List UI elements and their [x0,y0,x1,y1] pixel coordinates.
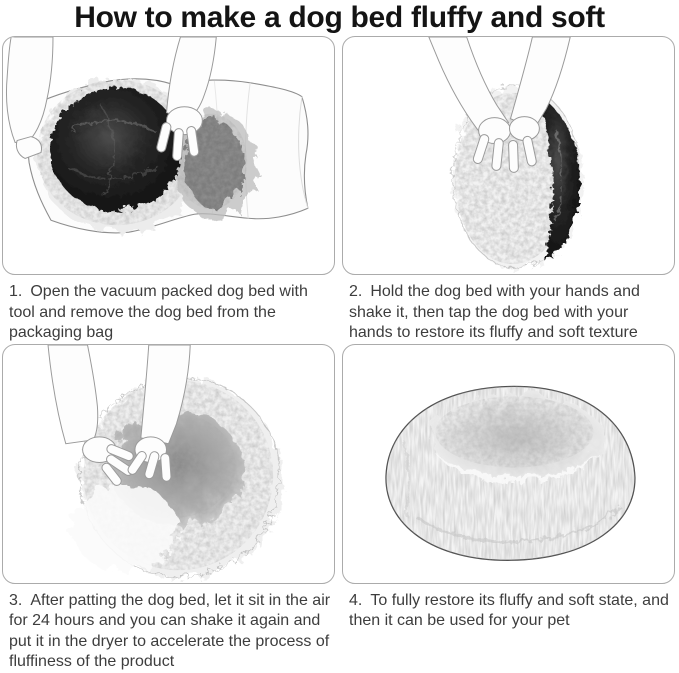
step-1-text: Open the vacuum packed dog bed with tool and remove the dog bed from the packaging bag [9,283,308,341]
step-2-image-frame [342,36,675,275]
steps-grid [0,36,679,673]
step-3-caption [9,591,332,673]
step-1-number: 1. [9,283,23,300]
hands-patting-round-dog-bed-illustration [3,345,334,583]
step-4-caption [349,591,672,652]
step-3 [2,344,335,673]
step-4-text: To fully restore its fluffy and soft state, and then it can be used for your pet [349,591,669,629]
step-2 [342,36,675,344]
hands-shaking-fluffy-dog-bed-illustration [343,37,674,274]
step-1-caption [9,282,332,344]
page-title: How to make a dog bed fluffy and soft [74,1,605,34]
step-3-text: After patting the dog bed, let it sit in the air for 24 hours and you can shake it again and put it in the dryer to accelerate the process of fluffiness of the product [9,591,331,670]
step-3-image-frame [2,344,335,584]
fluffy-donut-dog-bed [386,386,635,560]
step-3-number: 3. [9,591,23,609]
step-4-image-frame [342,344,675,584]
step-2-caption [349,282,672,344]
step-1 [2,36,335,344]
step-4 [342,344,675,673]
step-2-number: 2. [349,283,363,300]
hands-opening-vacuum-packed-dog-bed-illustration [3,37,334,274]
step-1-image-frame [2,36,335,275]
restored-fluffy-donut-dog-bed-illustration [343,345,674,583]
step-2-text: Hold the dog bed with your hands and shake it, then tap the dog bed with your hands to restore its fluffy and soft texture [349,283,640,341]
step-4-number: 4. [349,591,363,609]
